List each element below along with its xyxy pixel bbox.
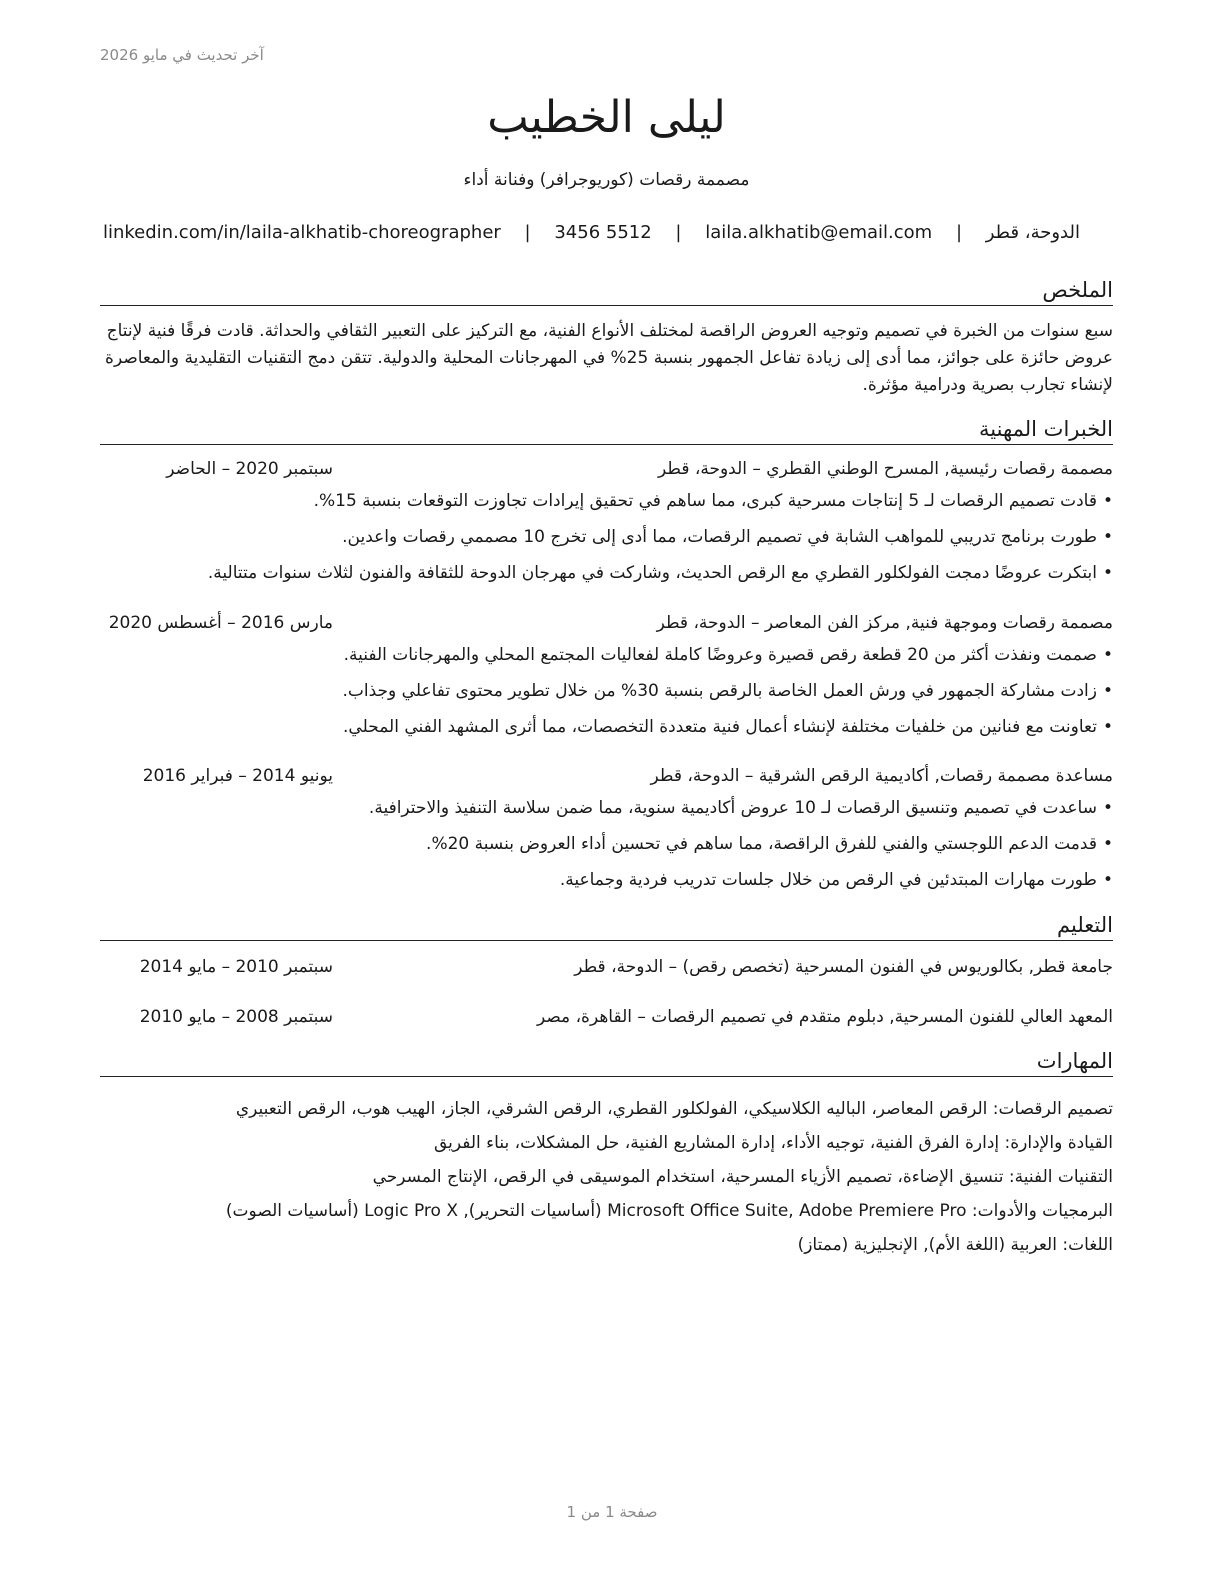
bullet-icon: • xyxy=(1102,645,1113,665)
education-dates: سبتمبر 2010 – مايو 2014 xyxy=(139,957,333,977)
skills-list xyxy=(100,1092,1113,1262)
list-item: •زادت مشاركة الجمهور في ورش العمل الخاصة بالرقص بنسبة 30% من خلال تطوير محتوى تفاعلي وجذاب. xyxy=(100,673,1113,709)
contact-separator: | xyxy=(955,222,963,243)
education-entry xyxy=(100,1007,1113,1033)
job-role: مصممة رقصات رئيسية, المسرح الوطني القطري – الدوحة، قطر xyxy=(658,459,1113,479)
resume-page xyxy=(100,0,1113,1584)
contact-line xyxy=(100,222,1083,243)
job-dates: مارس 2016 – أغسطس 2020 xyxy=(108,613,333,633)
bullet-icon: • xyxy=(1102,491,1113,511)
job-title: مصممة رقصات (كوريوجرافر) وفنانة أداء xyxy=(463,170,750,190)
page-number: صفحة 1 من 1 xyxy=(566,1503,658,1521)
skill-line: القيادة والإدارة: إدارة الفرق الفنية، توجيه الأداء، إدارة المشاريع الفنية، حل المشكلات، بناء الفريق xyxy=(433,1133,1113,1153)
contact-separator: | xyxy=(675,222,682,243)
last-updated-note: آخر تحديث في مايو 2026 xyxy=(100,46,264,64)
job-dates: سبتمبر 2020 – الحاضر xyxy=(166,459,333,479)
job-bullets xyxy=(100,790,1113,898)
education-entry xyxy=(100,957,1113,983)
list-item: •ساعدت في تصميم وتنسيق الرقصات لـ 10 عروض أكاديمية سنوية، مما ضمن سلاسة التنفيذ والاحترافية. xyxy=(100,790,1113,826)
list-item: •قدمت الدعم اللوجستي والفني للفرق الراقصة، مما ساهم في تحسين أداء العروض بنسبة 20%. xyxy=(100,826,1113,862)
bullet-icon: • xyxy=(1102,870,1113,890)
list-item: •طورت مهارات المبتدئين في الرقص من خلال جلسات تدريب فردية وجماعية. xyxy=(100,862,1113,898)
summary-heading: الملخص xyxy=(100,277,1113,306)
contact-phone[interactable]: 3456 5512 xyxy=(554,222,652,243)
bullet-icon: • xyxy=(1102,527,1113,547)
list-item: •قادت تصميم الرقصات لـ 5 إنتاجات مسرحية كبرى، مما ساهم في تحقيق إيرادات تجاوزت التوقعات بنسبة 15%. xyxy=(100,483,1113,519)
experience-heading: الخبرات المهنية xyxy=(100,416,1113,445)
job-entry xyxy=(100,766,1113,898)
bullet-icon: • xyxy=(1102,681,1113,701)
skills-heading: المهارات xyxy=(100,1048,1113,1077)
contact-separator: | xyxy=(524,222,531,243)
list-item: •تعاونت مع فنانين من خلفيات مختلفة لإنشاء أعمال فنية متعددة التخصصات، مما أثرى المشهد الفني المحلي. xyxy=(100,709,1113,745)
job-bullets xyxy=(100,483,1113,591)
bullet-icon: • xyxy=(1102,563,1113,583)
job-bullets xyxy=(100,637,1113,745)
skill-line: البرمجيات والأدوات: Microsoft Office Suite, Adobe Premiere Pro (أساسيات التحرير), Logic Pro X (أساسيات الصوت) xyxy=(225,1201,1113,1221)
education-dates: سبتمبر 2008 – مايو 2010 xyxy=(139,1007,333,1027)
skill-line: اللغات: العربية (اللغة الأم), الإنجليزية (ممتاز) xyxy=(797,1235,1113,1255)
education-heading: التعليم xyxy=(100,912,1113,941)
bullet-icon: • xyxy=(1102,798,1113,818)
contact-location: الدوحة، قطر xyxy=(985,222,1080,243)
education-degree: المعهد العالي للفنون المسرحية, دبلوم متقدم في تصميم الرقصات – القاهرة، مصر xyxy=(536,1007,1113,1027)
list-item: •ابتكرت عروضًا دمجت الفولكلور القطري مع الرقص الحديث، وشاركت في مهرجان الدوحة للثقافة والفنون لثلاث سنوات متتالية. xyxy=(100,555,1113,591)
bullet-icon: • xyxy=(1102,834,1113,854)
contact-linkedin[interactable]: linkedin.com/in/laila-alkhatib-choreographer xyxy=(102,222,501,243)
person-name: ليلى الخطيب xyxy=(487,92,726,143)
job-entry xyxy=(100,459,1113,591)
contact-email[interactable]: laila.alkhatib@email.com xyxy=(705,222,933,243)
list-item: •صممت ونفذت أكثر من 20 قطعة رقص قصيرة وعروضًا كاملة لفعاليات المجتمع المحلي والمهرجانات الفنية. xyxy=(100,637,1113,673)
bullet-icon: • xyxy=(1102,717,1113,737)
skill-line: التقنيات الفنية: تنسيق الإضاءة، تصميم الأزياء المسرحية، استخدام الموسيقى في الرقص، الإنتاج المسرحي xyxy=(372,1167,1113,1187)
job-role: مساعدة مصممة رقصات, أكاديمية الرقص الشرقية – الدوحة، قطر xyxy=(650,766,1113,786)
list-item: •طورت برنامج تدريبي للمواهب الشابة في تصميم الرقصات، مما أدى إلى تخرج 10 مصممي رقصات واعدين. xyxy=(100,519,1113,555)
job-role: مصممة رقصات وموجهة فنية, مركز الفن المعاصر – الدوحة، قطر xyxy=(656,613,1113,633)
skill-line: تصميم الرقصات: الرقص المعاصر، الباليه الكلاسيكي، الفولكلور القطري، الرقص الشرقي، الجاز، الهيب هوب، الرقص التعبيري xyxy=(235,1099,1113,1119)
education-degree: جامعة قطر, بكالوريوس في الفنون المسرحية (تخصص رقص) – الدوحة، قطر xyxy=(574,957,1113,977)
summary-text: سبع سنوات من الخبرة في تصميم وتوجيه العروض الراقصة لمختلف الأنواع الفنية، مع التركيز على التعبير الثقافي والحداثة. قادت فرقًا فنية لإنتاج عروض حائزة على جوائز، مما أدى إلى زيادة تفاعل الجمهور بنسبة 25% في المهرجانات المحلية والدولية. تتقن دمج التقنيات التقليدية والمعاصرة لإنشاء تجارب بصرية ودرامية مؤثرة. xyxy=(105,321,1113,395)
job-entry xyxy=(100,613,1113,745)
job-dates: يونيو 2014 – فبراير 2016 xyxy=(142,766,333,786)
